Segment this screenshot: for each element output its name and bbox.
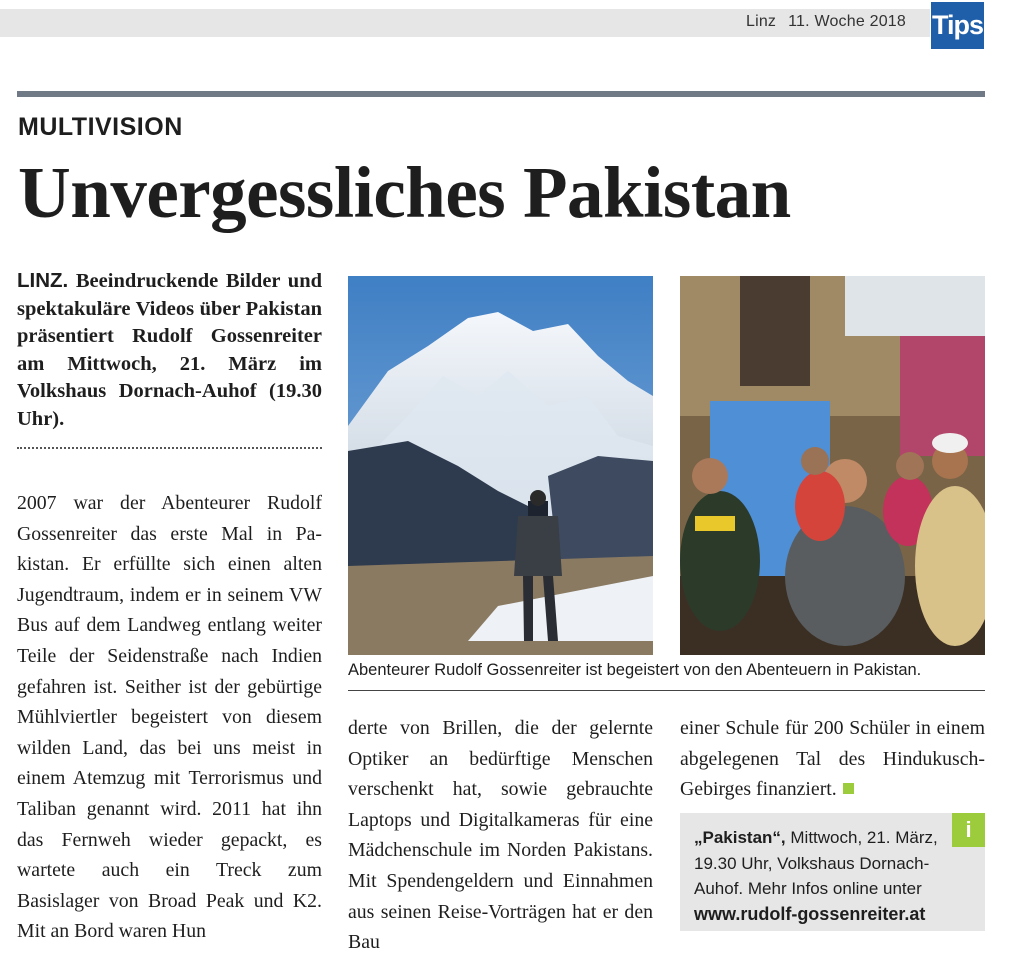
event-link[interactable]: www.rudolf-gossenreiter.at xyxy=(694,903,926,924)
mountain-photo-image xyxy=(348,276,653,655)
event-details: Mittwoch, 21. März, 19.30 Uhr, Volkshaus Dornach-Auhof. Mehr Infos online unter xyxy=(694,828,938,898)
body-column-3-text: einer Schule für 200 Schüler in einem abgelegenen Tal des Hindukusch-Gebirges finanziert. xyxy=(680,717,985,801)
event-info-box xyxy=(680,813,985,931)
body-column-1: 2007 war der Abenteurer Rudolf Gossenreiter das erste Mal in Pakistan. Er erfüllte sich einen alten Jugendtraum, indem er in seinem VW Bus auf dem Landweg entlang weiter Teile der Seidenstraße nach Indien gefahren ist. Seither ist der gebürtige Mühlviertler begeistert von diesem wilden Land, das bei uns meist in einem Atemzug mit Terrorismus und Taliban genannt wird. 2011 hat ihn das Fernweh wieder gepackt, es wartete auch ein Treck zum Basislager von Broad Peak und K2. Mit an Bord waren Hun xyxy=(17,492,322,943)
dotted-divider xyxy=(17,447,322,449)
info-icon: i xyxy=(952,813,985,847)
end-mark-icon xyxy=(843,783,854,794)
caption-rule xyxy=(348,690,985,691)
photo-caption: Abenteurer Rudolf Gossenreiter ist begeistert von den Abenteuern in Pakistan. xyxy=(348,661,922,679)
issue-week: 11. Woche 2018 xyxy=(788,13,906,30)
event-info-text xyxy=(694,825,956,927)
issue-info xyxy=(700,13,906,31)
body-column-2: derte von Brillen, die der gelernte Optiker an bedürftige Menschen verschenkt hat, sowie gebrauchte Laptops und Digitalkameras für eine Mädchenschule im Norden Pakistans. Mit Spendengeldern und Einnahmen aus seinen Reise-Vorträgen hat er den Bau xyxy=(348,717,653,954)
header-rule xyxy=(17,91,985,97)
photo-group xyxy=(680,276,985,655)
photo-mountain xyxy=(348,276,653,655)
group-photo-image xyxy=(680,276,985,655)
lead-text: Beeindruckende Bilder und spektakuläre Videos über Pakistan präsentiert Rudolf Gossenreiter am Mittwoch, 21. März im Volkshaus Dornach-Auhof (19.30 Uhr). xyxy=(17,270,322,430)
issue-city: Linz xyxy=(745,13,777,30)
event-title: „Pakistan“, xyxy=(694,828,786,847)
article-headline: Unvergessliches Pakistan xyxy=(18,152,791,233)
tips-logo: Tips xyxy=(931,2,984,49)
article-kicker: MULTIVISION xyxy=(18,113,183,141)
body-column-3 xyxy=(680,713,985,805)
lead-location: LINZ. xyxy=(17,269,69,292)
article-lead xyxy=(17,267,322,433)
